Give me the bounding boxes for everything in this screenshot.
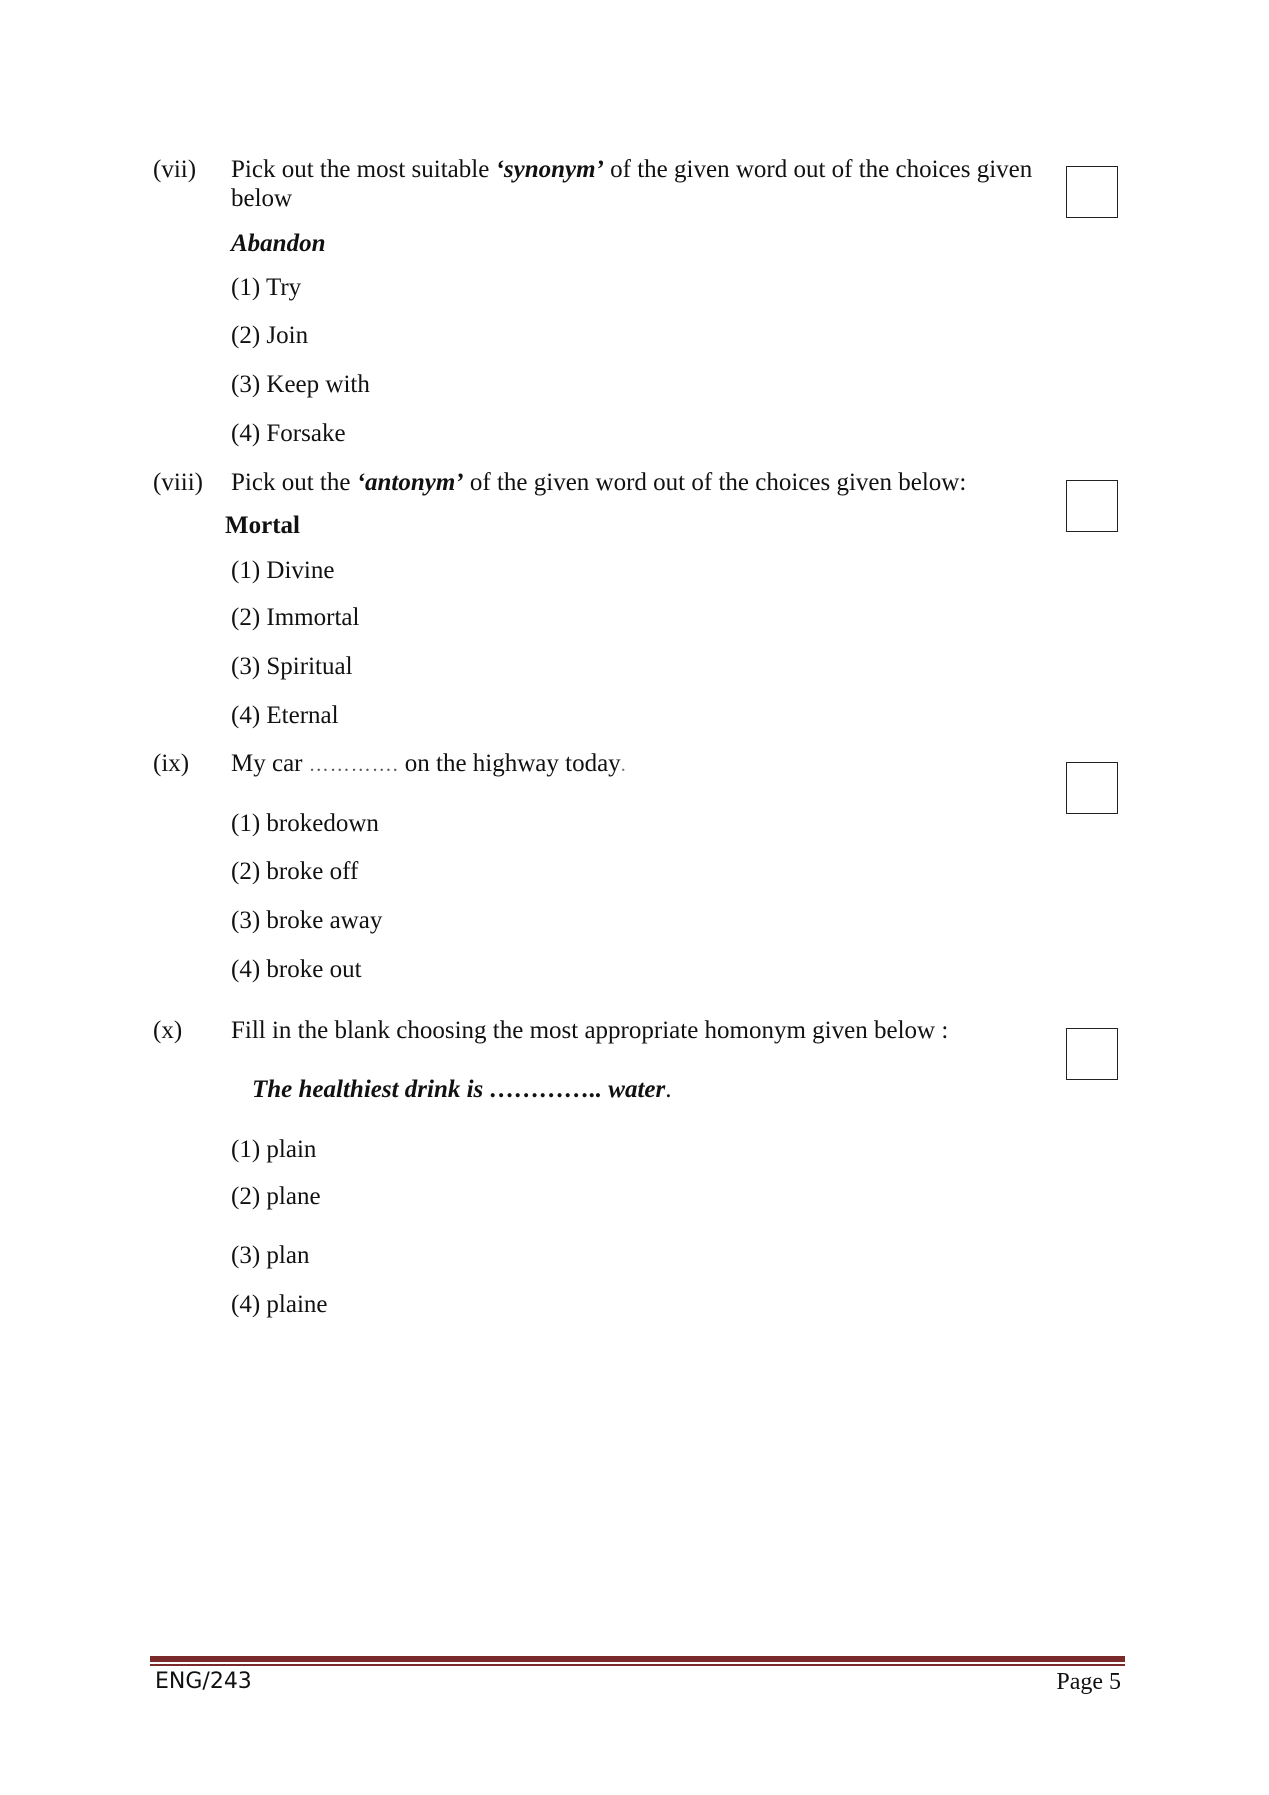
fill-sentence-x bbox=[252, 1076, 671, 1105]
stem-text: Pick out the most suitable bbox=[231, 156, 496, 183]
option: (1) Try bbox=[231, 274, 302, 301]
question-number-ix: (ix) bbox=[153, 750, 190, 777]
given-word-viii: Mortal bbox=[225, 512, 300, 539]
option: (1) plain bbox=[231, 1136, 317, 1163]
option: (4) Eternal bbox=[231, 702, 339, 729]
stem-text: Pick out the bbox=[231, 469, 357, 496]
footer-rule bbox=[150, 1656, 1125, 1662]
option: (1) Divine bbox=[231, 557, 335, 584]
option: (3) plan bbox=[231, 1242, 310, 1269]
option: (2) Immortal bbox=[231, 604, 360, 631]
option: (3) broke away bbox=[231, 907, 383, 934]
option: (3) Keep with bbox=[231, 371, 370, 398]
sentence-end: . bbox=[665, 1076, 672, 1103]
question-number-x: (x) bbox=[153, 1017, 183, 1044]
stem-keyword: ‘synonym’ bbox=[495, 156, 604, 183]
question-number-viii: (viii) bbox=[153, 469, 203, 496]
option: (4) broke out bbox=[231, 956, 362, 983]
question-stem-ix bbox=[231, 750, 626, 779]
footer-rule-thin bbox=[150, 1664, 1125, 1666]
stem-text: . bbox=[620, 754, 626, 776]
given-word-vii: Abandon bbox=[231, 230, 326, 257]
stem-text: My car bbox=[231, 750, 309, 777]
page-number: Page 5 bbox=[1056, 1669, 1121, 1695]
stem-text: of the given word out of the choices given below: bbox=[463, 469, 967, 496]
option: (2) broke off bbox=[231, 858, 359, 885]
stem-keyword: ‘antonym’ bbox=[356, 469, 464, 496]
answer-box-ix[interactable] bbox=[1066, 762, 1118, 814]
option: (2) Join bbox=[231, 322, 309, 349]
question-number-vii: (vii) bbox=[153, 156, 197, 183]
option: (4) Forsake bbox=[231, 420, 346, 447]
question-stem-vii-line2: below bbox=[231, 185, 293, 212]
option: (1) brokedown bbox=[231, 810, 379, 837]
answer-box-vii[interactable] bbox=[1066, 166, 1118, 218]
sentence-text: The healthiest drink is ………….. water bbox=[252, 1076, 666, 1103]
option: (2) plane bbox=[231, 1183, 321, 1210]
blank-dots: …………. bbox=[308, 754, 405, 776]
option: (4) plaine bbox=[231, 1291, 328, 1318]
option: (3) Spiritual bbox=[231, 653, 353, 680]
answer-box-viii[interactable] bbox=[1066, 480, 1118, 532]
question-stem-viii bbox=[231, 469, 966, 498]
footer-code: ENG/243 bbox=[155, 1669, 252, 1694]
question-stem-x: Fill in the blank choosing the most appropriate homonym given below : bbox=[231, 1017, 949, 1044]
stem-text: of the given word out of the choices given bbox=[603, 156, 1033, 183]
stem-text: on the highway today bbox=[404, 750, 621, 777]
question-stem-vii bbox=[231, 156, 1032, 185]
answer-box-x[interactable] bbox=[1066, 1028, 1118, 1080]
